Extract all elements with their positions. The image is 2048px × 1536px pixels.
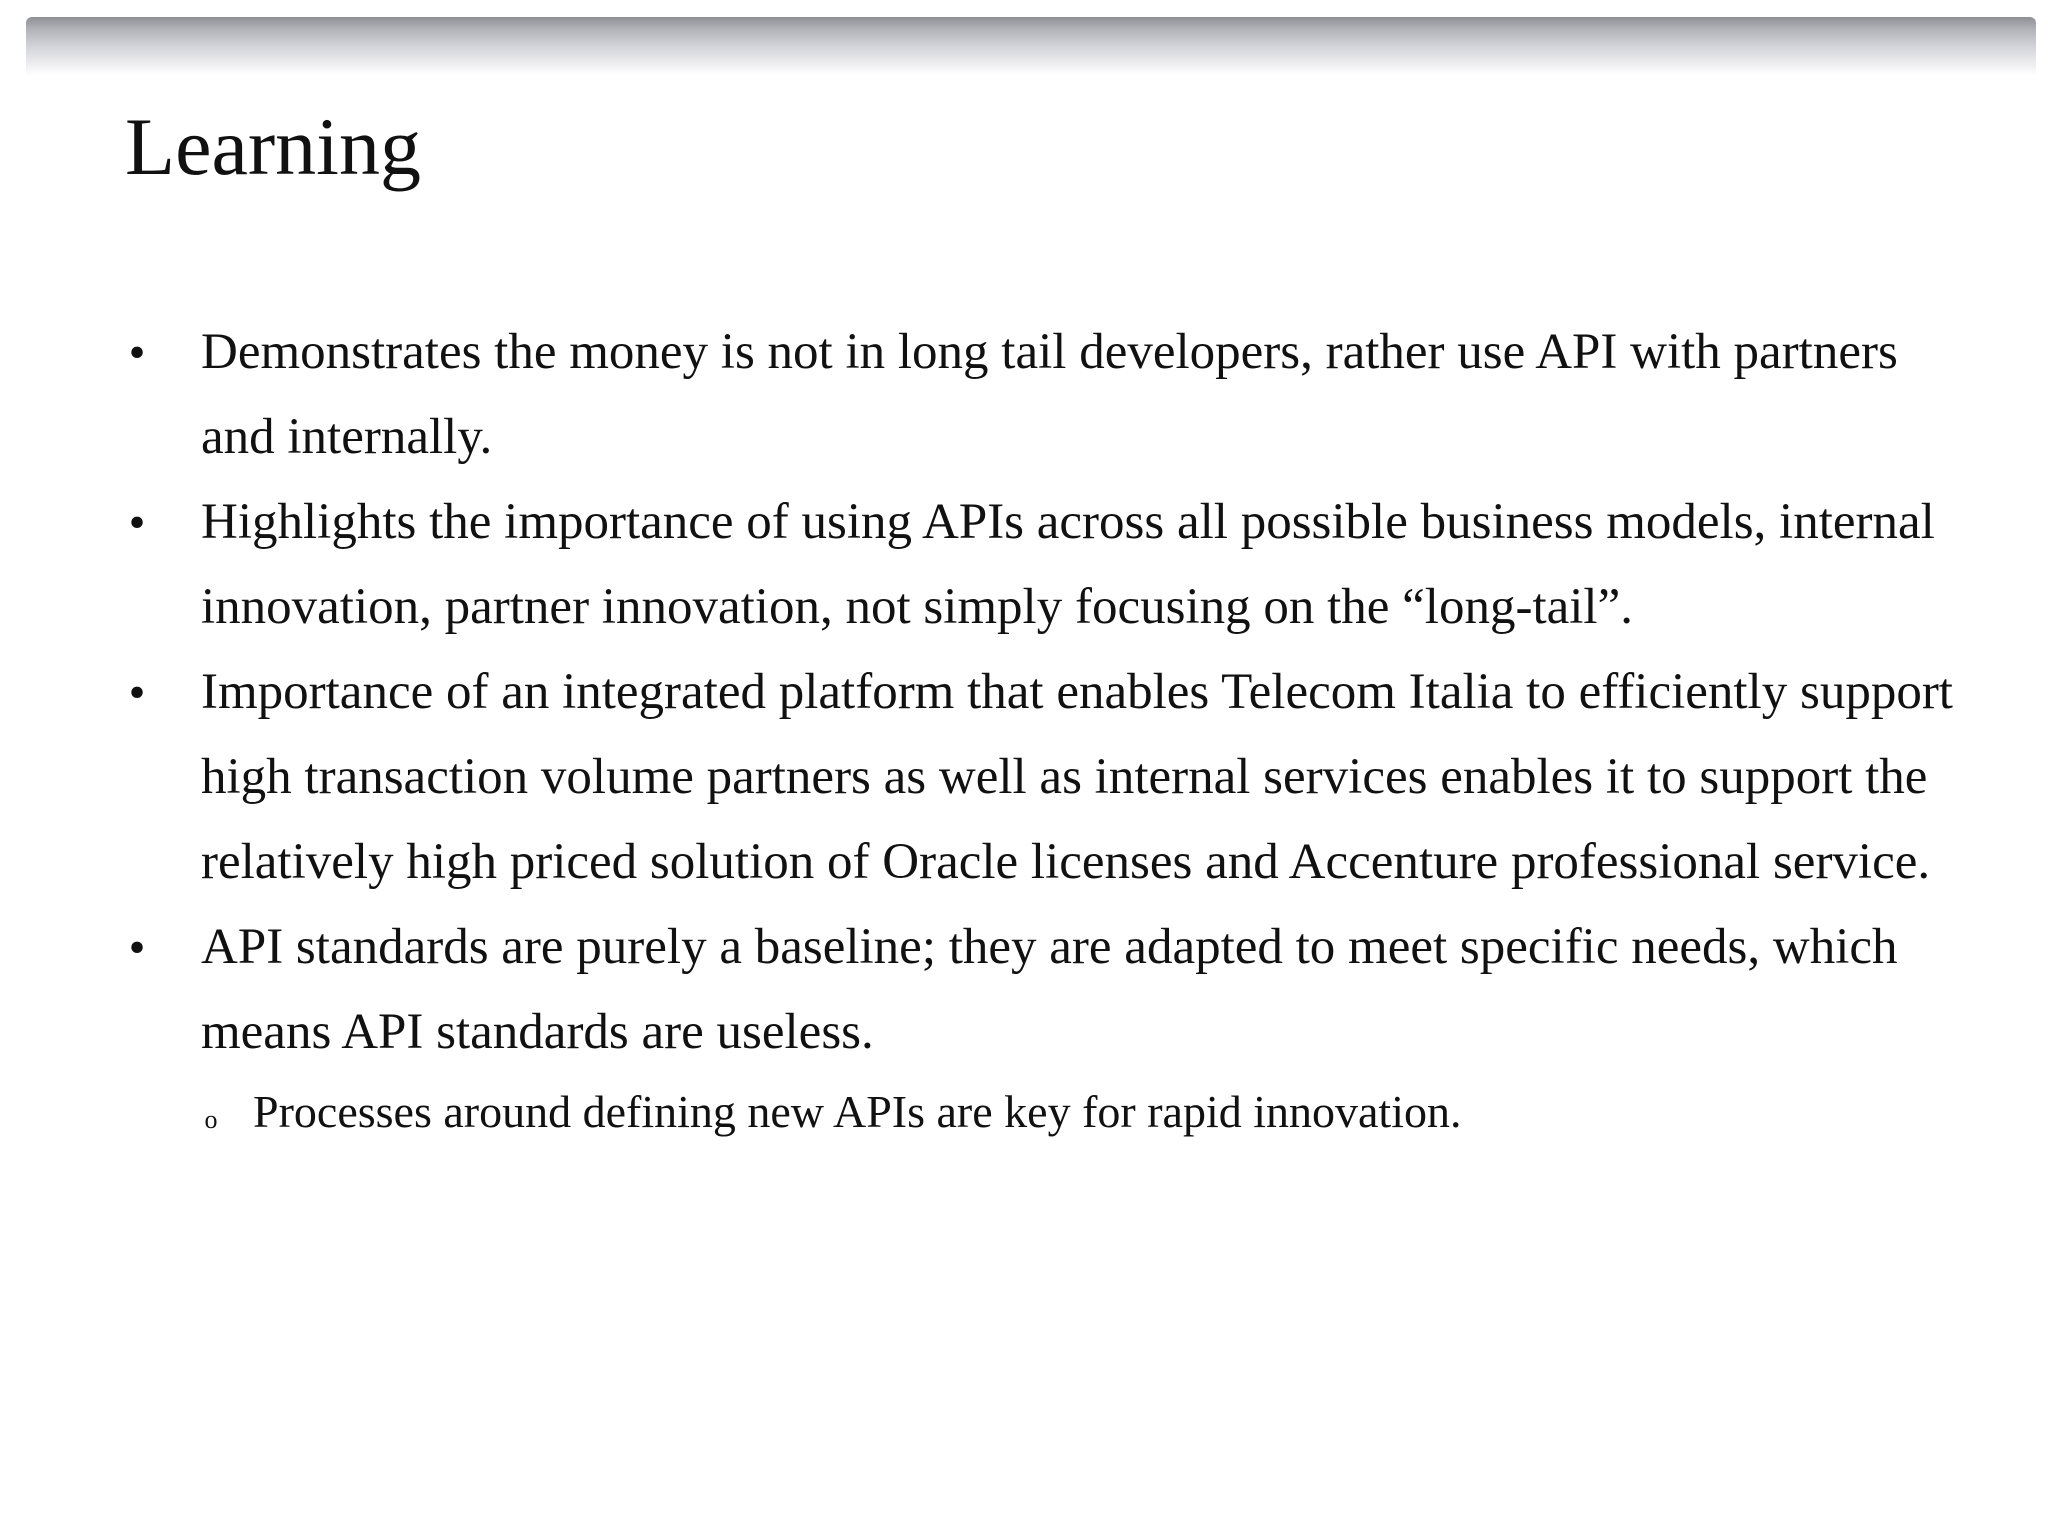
sub-bullet-text: Processes around defining new APIs are key for rapid innovation. xyxy=(253,1086,1462,1137)
bullet-text: API standards are purely a baseline; they are adapted to meet specific needs, which means API standards are useless. xyxy=(201,919,1898,1060)
bullet-item xyxy=(125,310,1955,480)
bullet-icon: • xyxy=(128,666,146,719)
bullet-list xyxy=(125,310,1955,1149)
bullet-text: Importance of an integrated platform that enables Telecom Italia to efficiently support high transaction volume partners as well as internal services enables it to support the relatively high priced solution of Oracle licenses and Accenture professional service. xyxy=(201,664,1953,890)
bullet-text: Highlights the importance of using APIs across all possible business models, internal innovation, partner innovation, not simply focusing on the “long-tail”. xyxy=(201,494,1935,635)
slide-title: Learning xyxy=(125,101,421,192)
header-bar xyxy=(26,17,2036,75)
sub-bullet-icon: o xyxy=(204,1105,218,1134)
bullet-item xyxy=(125,480,1955,650)
sub-bullet-list xyxy=(201,1075,1955,1149)
bullet-text: Demonstrates the money is not in long tail developers, rather use API with partners and internally. xyxy=(201,324,1898,465)
bullet-icon: • xyxy=(128,921,146,974)
bullet-icon: • xyxy=(128,496,146,549)
bullet-item xyxy=(125,650,1955,905)
sub-bullet-item xyxy=(201,1075,1955,1149)
bullet-item xyxy=(125,905,1955,1149)
bullet-icon: • xyxy=(128,326,146,379)
